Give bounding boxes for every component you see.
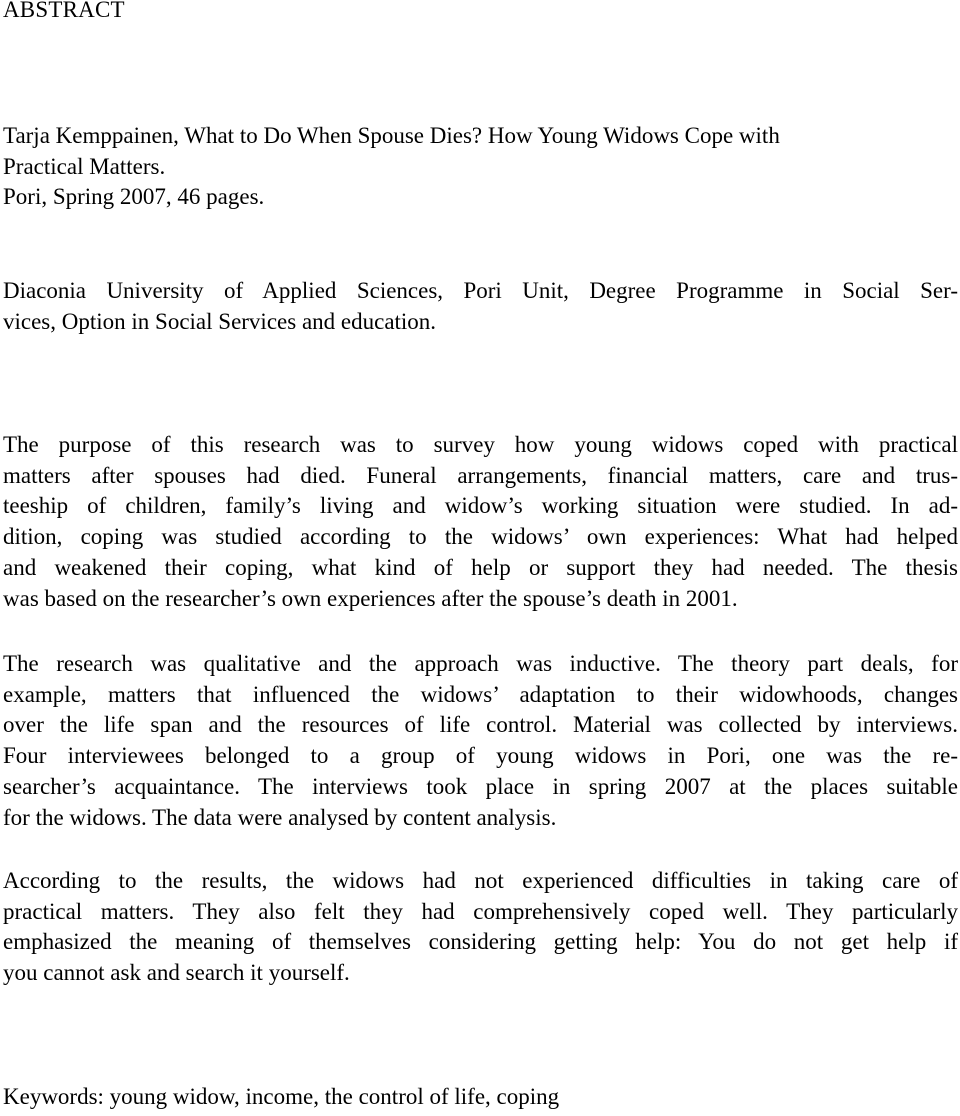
method-paragraph xyxy=(3,649,958,833)
paragraph-line: and weakened their coping, what kind of help or support they had needed. The thesis xyxy=(3,554,958,580)
paragraph-line: you cannot ask and search it yourself. xyxy=(3,960,350,986)
paragraph-line: emphasized the meaning of themselves considering getting help: You do not get help if xyxy=(3,929,958,955)
affiliation-line: Diaconia University of Applied Sciences, Pori Unit, Degree Programme in Social Ser- xyxy=(3,278,958,303)
paragraph-line: teeship of children, family’s living and widow’s working situation were studied. In ad- xyxy=(3,493,958,519)
citation-block xyxy=(3,121,958,213)
paragraph-line: Four interviewees belonged to a group of young widows in Pori, one was the re- xyxy=(3,743,958,769)
paragraph-line: was based on the researcher’s own experiences after the spouse’s death in 2001. xyxy=(3,585,738,611)
keywords-line: Keywords: young widow, income, the control of life, coping xyxy=(3,1084,560,1109)
paragraph-line: dition, coping was studied according to the widows’ own experiences: What had helped xyxy=(3,524,958,550)
paragraph-line: The research was qualitative and the approach was inductive. The theory part deals, for xyxy=(3,651,958,676)
affiliation-block xyxy=(3,276,958,337)
paragraph-line: example, matters that influenced the widows’ adaptation to their widowhoods, changes xyxy=(3,681,958,707)
paragraph-line: matters after spouses had died. Funeral arrangements, financial matters, care and trus- xyxy=(3,462,958,488)
paragraph-line: practical matters. They also felt they had comprehensively coped well. They particularly xyxy=(3,898,958,924)
citation-line: Practical Matters. xyxy=(3,153,166,179)
paragraph-line: over the life span and the resources of life control. Material was collected by interviews. xyxy=(3,712,958,738)
citation-line: Pori, Spring 2007, 46 pages. xyxy=(3,184,265,210)
affiliation-line: vices, Option in Social Services and education. xyxy=(3,308,437,334)
purpose-paragraph xyxy=(3,430,958,614)
paragraph-line: for the widows. The data were analysed by content analysis. xyxy=(3,804,557,830)
results-paragraph xyxy=(3,866,958,989)
paragraph-line: searcher’s acquaintance. The interviews took place in spring 2007 at the places suitable xyxy=(3,773,958,799)
page-title: ABSTRACT xyxy=(3,0,125,22)
paragraph-line: According to the results, the widows had not experienced difficulties in taking care of xyxy=(3,868,958,893)
citation-line: Tarja Kemppainen, What to Do When Spouse Dies? How Young Widows Cope with xyxy=(3,123,780,148)
paragraph-line: The purpose of this research was to survey how young widows coped with practical xyxy=(3,432,958,457)
